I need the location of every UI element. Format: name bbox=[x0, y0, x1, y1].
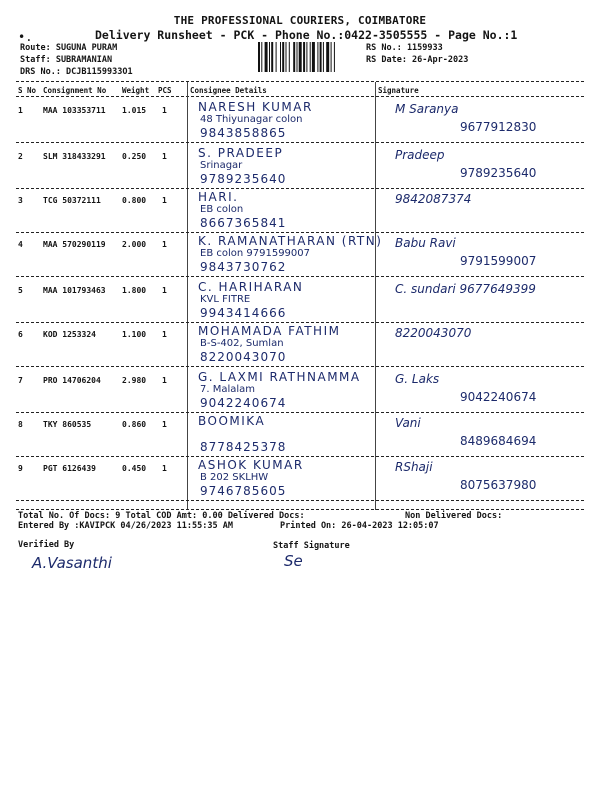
row-rule bbox=[16, 276, 584, 277]
col-header-consignee: Consignee Details bbox=[190, 86, 267, 95]
row-consignee-name: HARI. bbox=[198, 190, 239, 204]
row-consignee-name: BOOMIKA bbox=[198, 414, 266, 428]
corner-mark: •. bbox=[18, 30, 33, 44]
row-consignee-address: 7. Malalam bbox=[200, 384, 256, 395]
row-rule bbox=[16, 456, 584, 457]
row-consignee-name: MOHAMADA FATHIM bbox=[198, 324, 341, 338]
verifier-signature: A.Vasanthi bbox=[32, 554, 112, 572]
row-consignee-phone: 9843730762 bbox=[200, 260, 287, 274]
row-receiver-phone: 9677912830 bbox=[460, 120, 537, 134]
non-delivered-label: Non Delivered Docs: bbox=[405, 511, 503, 521]
rs-number: RS No.: 1159933 bbox=[366, 43, 443, 53]
row-consignee-phone: 8778425378 bbox=[200, 440, 287, 454]
table-row bbox=[0, 414, 600, 458]
verified-by-label: Verified By bbox=[18, 540, 75, 550]
table-row bbox=[0, 146, 600, 190]
row-weight: 0.450 bbox=[122, 464, 147, 473]
row-consignment-no: KOD 1253324 bbox=[43, 330, 96, 339]
row-sno: 7 bbox=[18, 376, 23, 385]
drs-number: DRS No.: DCJB1159933O1 bbox=[20, 67, 133, 77]
row-consignee-address: B 202 SKLHW bbox=[200, 472, 269, 483]
row-consignee-phone: 9042240674 bbox=[200, 396, 287, 410]
row-rule bbox=[16, 232, 584, 233]
row-receiver-phone: 9789235640 bbox=[460, 166, 537, 180]
header-rule bbox=[16, 96, 584, 97]
row-consignee-phone: 8220043070 bbox=[200, 350, 287, 364]
route-label: Route: SUGUNA PURAM bbox=[20, 43, 118, 53]
row-consignment-no: TKY 860535 bbox=[43, 420, 92, 429]
row-consignee-address: 48 Thiyunagar colon bbox=[200, 114, 303, 125]
row-weight: 0.860 bbox=[122, 420, 147, 429]
row-consignee-name: NARESH KUMAR bbox=[198, 100, 313, 114]
row-receiver-phone: 9042240674 bbox=[460, 390, 537, 404]
table-row bbox=[0, 190, 600, 234]
row-receiver-signature: 9842087374 bbox=[395, 192, 472, 206]
row-rule bbox=[16, 412, 584, 413]
row-receiver-signature: RShaji bbox=[395, 460, 433, 474]
row-receiver-signature: C. sundari 9677649399 bbox=[395, 282, 536, 296]
row-consignment-no: TCG 50372111 bbox=[43, 196, 101, 205]
row-consignment-no: SLM 318433291 bbox=[43, 152, 106, 161]
table-row bbox=[0, 370, 600, 414]
row-receiver-phone: 9791599007 bbox=[460, 254, 537, 268]
table-bottom-rule bbox=[16, 509, 584, 510]
row-sno: 3 bbox=[18, 196, 23, 205]
printed-on: Printed On: 26-04-2023 12:05:07 bbox=[280, 521, 439, 531]
row-pcs: 1 bbox=[162, 420, 167, 429]
row-consignee-address: EB colon bbox=[200, 204, 244, 215]
row-weight: 0.800 bbox=[122, 196, 147, 205]
row-pcs: 1 bbox=[162, 286, 167, 295]
col-header-pcs: PCS bbox=[158, 86, 172, 95]
totals-line: Total No. Of Docs: 9 Total COD Amt: 0.00 Delivered Docs: bbox=[18, 511, 305, 521]
row-consignee-name: ASHOK KUMAR bbox=[198, 458, 304, 472]
row-pcs: 1 bbox=[162, 106, 167, 115]
row-receiver-signature: Pradeep bbox=[395, 148, 445, 162]
row-receiver-signature: M Saranya bbox=[395, 102, 459, 116]
staff-label: Staff: SUBRAMANIAN bbox=[20, 55, 113, 65]
row-receiver-signature: Babu Ravi bbox=[395, 236, 456, 250]
table-top-rule bbox=[16, 81, 584, 82]
row-consignee-address: EB colon 9791599007 bbox=[200, 248, 311, 259]
row-consignment-no: PRO 14706204 bbox=[43, 376, 101, 385]
row-sno: 9 bbox=[18, 464, 23, 473]
col-header-weight: Weight bbox=[122, 86, 150, 95]
row-weight: 1.015 bbox=[122, 106, 147, 115]
row-consignment-no: MAA 101793463 bbox=[43, 286, 106, 295]
col-header-signature: Signature bbox=[378, 86, 419, 95]
row-consignee-address: B-S-402, Sumlan bbox=[200, 338, 284, 349]
row-consignee-address: KVL FITRE bbox=[200, 294, 251, 305]
staff-signature: Se bbox=[284, 552, 303, 570]
table-row bbox=[0, 280, 600, 324]
row-consignee-phone: 8667365841 bbox=[200, 216, 287, 230]
row-weight: 1.100 bbox=[122, 330, 147, 339]
row-receiver-signature: Vani bbox=[395, 416, 421, 430]
row-rule bbox=[16, 142, 584, 143]
row-sno: 4 bbox=[18, 240, 23, 249]
row-sno: 5 bbox=[18, 286, 23, 295]
row-sno: 2 bbox=[18, 152, 23, 161]
col-header-consignment: Consignment No bbox=[43, 86, 107, 95]
runsheet-subtitle: Delivery Runsheet - PCK - Phone No.:0422-3505555 - Page No.:1 bbox=[95, 28, 518, 42]
row-rule bbox=[16, 322, 584, 323]
barcode bbox=[258, 42, 360, 72]
row-consignee-phone: 9843858865 bbox=[200, 126, 287, 140]
row-consignee-name: K. RAMANATHARAN (RTN) bbox=[198, 234, 383, 248]
row-consignment-no: MAA 103353711 bbox=[43, 106, 106, 115]
row-pcs: 1 bbox=[162, 152, 167, 161]
row-pcs: 1 bbox=[162, 196, 167, 205]
table-row bbox=[0, 100, 600, 144]
row-weight: 0.250 bbox=[122, 152, 147, 161]
row-pcs: 1 bbox=[162, 464, 167, 473]
table-row bbox=[0, 458, 600, 502]
col-header-sno: S No bbox=[18, 86, 37, 95]
row-consignee-name: C. HARIHARAN bbox=[198, 280, 304, 294]
row-weight: 2.000 bbox=[122, 240, 147, 249]
row-weight: 1.800 bbox=[122, 286, 147, 295]
row-receiver-signature: G. Laks bbox=[395, 372, 440, 386]
row-rule bbox=[16, 188, 584, 189]
row-receiver-signature: 8220043070 bbox=[395, 326, 472, 340]
row-consignee-name: G. LAXMI RATHNAMMA bbox=[198, 370, 361, 384]
row-rule bbox=[16, 366, 584, 367]
row-consignment-no: MAA 570290119 bbox=[43, 240, 106, 249]
row-sno: 1 bbox=[18, 106, 23, 115]
row-pcs: 1 bbox=[162, 240, 167, 249]
row-receiver-phone: 8489684694 bbox=[460, 434, 537, 448]
row-consignee-phone: 9789235640 bbox=[200, 172, 287, 186]
row-receiver-phone: 8075637980 bbox=[460, 478, 537, 492]
table-row bbox=[0, 234, 600, 278]
row-sno: 6 bbox=[18, 330, 23, 339]
row-rule bbox=[16, 500, 584, 501]
row-consignee-phone: 9943414666 bbox=[200, 306, 287, 320]
row-pcs: 1 bbox=[162, 376, 167, 385]
table-row bbox=[0, 324, 600, 368]
row-consignee-name: S. PRADEEP bbox=[198, 146, 284, 160]
company-title: THE PROFESSIONAL COURIERS, COIMBATORE bbox=[173, 14, 427, 27]
row-sno: 8 bbox=[18, 420, 23, 429]
rs-date: RS Date: 26-Apr-2023 bbox=[366, 55, 469, 65]
row-weight: 2.980 bbox=[122, 376, 147, 385]
row-consignee-address: Srinagar bbox=[200, 160, 243, 171]
row-consignee-phone: 9746785605 bbox=[200, 484, 287, 498]
staff-signature-label: Staff Signature bbox=[273, 541, 350, 551]
row-pcs: 1 bbox=[162, 330, 167, 339]
row-consignment-no: PGT 6126439 bbox=[43, 464, 96, 473]
entered-by: Entered By :KAVIPCK 04/26/2023 11:55:35 AM bbox=[18, 521, 233, 531]
